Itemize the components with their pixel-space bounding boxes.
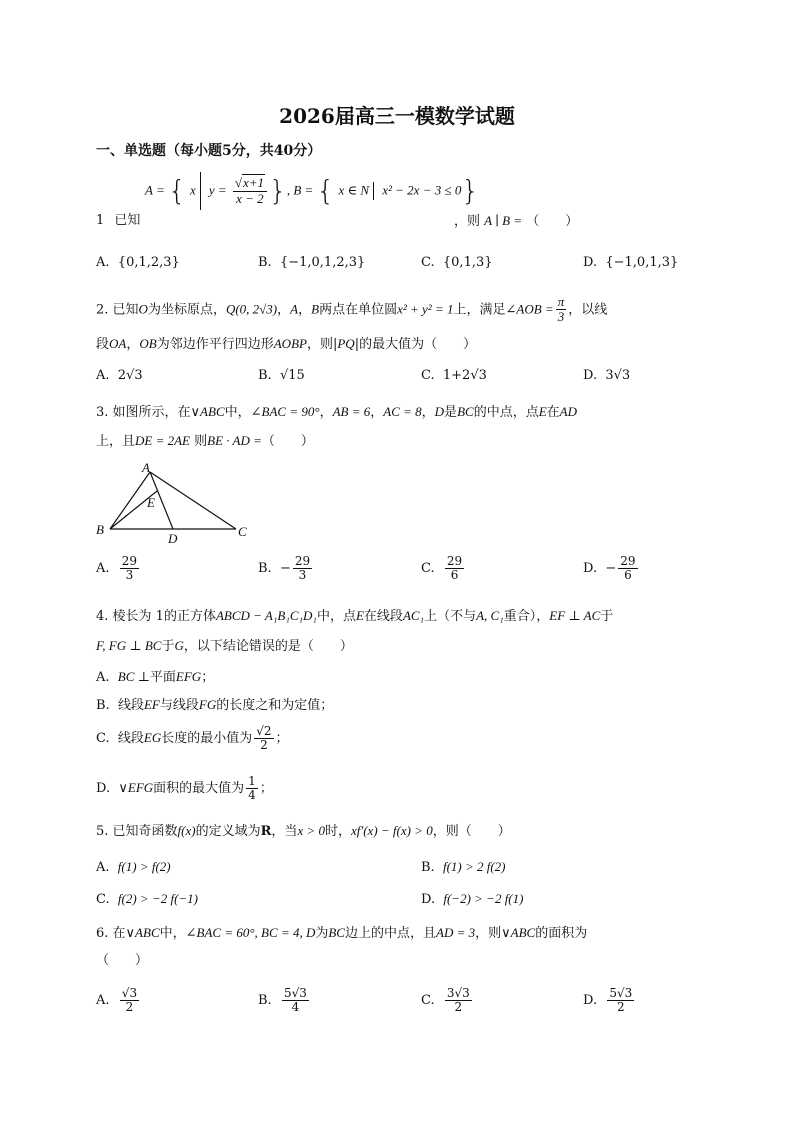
q2-option-a[interactable]: A. 2√3: [96, 368, 143, 383]
q2-option-b[interactable]: B. √15: [258, 368, 305, 383]
q2-angle-fraction: $\frac{\pi}{3}$: [557, 294, 565, 325]
q1-option-b[interactable]: B. {−1,0,1,2,3}: [258, 255, 366, 270]
q5-stem: 5. 已知奇函数f(x)的定义域为R，当x > 0时，xf′(x) − f(x) > 0，则（ ）: [96, 823, 511, 839]
label-a: A: [142, 460, 150, 475]
q4-option-c[interactable]: C. 线段EG长度的最小值为 $\frac{√2}{2}$ ；: [96, 724, 289, 753]
q2-line2: 段OA，OB为邻边作平行四边形AOBP，则|PQ|的最大值为（ ）: [96, 336, 477, 352]
q3-line2: 上，且DE = 2AE 则BE · AD =（ ）: [96, 433, 314, 449]
edge-ac: [150, 472, 236, 529]
q4-option-b[interactable]: B. 线段EF与线段FG的长度之和为定值；: [96, 697, 334, 713]
label-d: D: [168, 531, 178, 546]
label-c: C: [238, 524, 247, 539]
q5-option-b[interactable]: B. f(1) > 2 f(2): [421, 859, 506, 875]
q6-option-c[interactable]: C. $\frac{3√3}{2}$: [421, 986, 470, 1015]
q1-text: 已知: [114, 213, 141, 228]
q1-number: 1: [96, 213, 105, 228]
q3-option-c[interactable]: C. $\frac{29}{6}$: [421, 554, 463, 583]
q1-option-b-text: {−1,0,1,2,3}: [279, 255, 366, 270]
q1-setA-numerator: x+1: [242, 175, 264, 191]
page-title: 2026届高三一模数学试题: [279, 104, 515, 128]
q3-option-d[interactable]: D. − $\frac{29}{6}$: [583, 554, 636, 583]
q1-setA-y: y =: [208, 182, 227, 198]
q6-option-b[interactable]: B. $\frac{5√3}{4}$: [258, 986, 307, 1015]
q1-setB-var: x ∈ N: [338, 182, 370, 198]
q6-answer-paren: （ ）: [96, 953, 149, 968]
q2-option-c[interactable]: C. 1+2√3: [421, 368, 487, 383]
q5-option-d[interactable]: D. f(−2) > −2 f(1): [421, 891, 524, 907]
q4-line2: F, FG ⊥ BC于G，以下结论错误的是（ ）: [96, 638, 353, 654]
q2-option-d[interactable]: D. 3√3: [583, 368, 631, 383]
q1-number-line: [96, 212, 140, 230]
q1-tail: [454, 212, 578, 231]
q4-option-a[interactable]: A. BC ⊥平面EFG；: [96, 669, 215, 685]
section-heading: 一、单选题（每小题5分，共40分）: [96, 143, 322, 159]
label-b: B: [96, 522, 104, 537]
q3-option-a[interactable]: A. $\frac{29}{3}$: [96, 554, 138, 583]
q6-option-a[interactable]: A. $\frac{√3}{2}$: [96, 986, 138, 1015]
q6-option-d[interactable]: D. $\frac{5√3}{2}$: [583, 986, 633, 1015]
q1-option-c-text: {0,1,3}: [442, 255, 493, 270]
q4-line1: 4. 棱长为 1的正方体ABCD − A₁B₁C₁D₁中，点E在线段AC₁上（不与A, C₁重合），EF ⊥ AC于: [96, 608, 614, 624]
label-e: E: [147, 495, 155, 510]
q5-option-a[interactable]: A. f(1) > f(2): [96, 859, 171, 875]
q3-option-b[interactable]: B. − $\frac{29}{3}$: [258, 554, 311, 583]
q1-setA-var: x: [189, 182, 196, 198]
q2-line1: 2. 已知O为坐标原点，Q(0, 2√3)，A，B两点在单位圆x² + y² = 1上，满足∠AOB = $\frac{\pi}{3}$ ，以线: [96, 294, 608, 325]
q1-answer-paren: （ ）: [526, 214, 579, 229]
q1-option-d[interactable]: D. {−1,0,1,3}: [583, 255, 679, 270]
edge-ab: [110, 472, 150, 529]
q1-option-c[interactable]: C. {0,1,3}: [421, 255, 493, 270]
q1-setA-denominator: x − 2: [236, 190, 264, 206]
q3-triangle-figure: [94, 460, 264, 548]
q1-setB-condition: x² − 2x − 3 ≤ 0: [382, 182, 462, 198]
q1-tail-text: ，则: [454, 214, 481, 229]
q1-option-a[interactable]: A. {0,1,2,3}: [96, 255, 180, 270]
q4-option-d[interactable]: D. ∨EFG面积的最大值为 $\frac{1}{4}$ ；: [96, 774, 273, 803]
q1-set-expression: A = { x y = $\frac{√x+1}{x - 2}$ }, B = { x ∈ N x² − 2x − 3 ≤ 0}: [145, 172, 479, 210]
q1-option-d-text: {−1,0,1,3}: [605, 255, 679, 270]
q1-setA-label: A =: [145, 182, 168, 198]
q1-setA-fraction: $\frac{√x+1}{x - 2}$: [233, 176, 267, 206]
q3-line1: 3. 如图所示，在∨ABC中，∠BAC = 90°，AB = 6，AC = 8，D是BC的中点，点E在AD: [96, 404, 578, 420]
q1-setB-label: , B =: [286, 182, 317, 198]
q1-option-a-text: {0,1,2,3}: [117, 255, 180, 270]
q1-expression: A ∣ B =: [484, 213, 523, 228]
q6-stem: 6. 在∨ABC中，∠BAC = 60°, BC = 4, D为BC边上的中点，且AD = 3，则∨ABC的面积为: [96, 925, 588, 941]
q5-option-c[interactable]: C. f(2) > −2 f(−1): [96, 891, 198, 907]
